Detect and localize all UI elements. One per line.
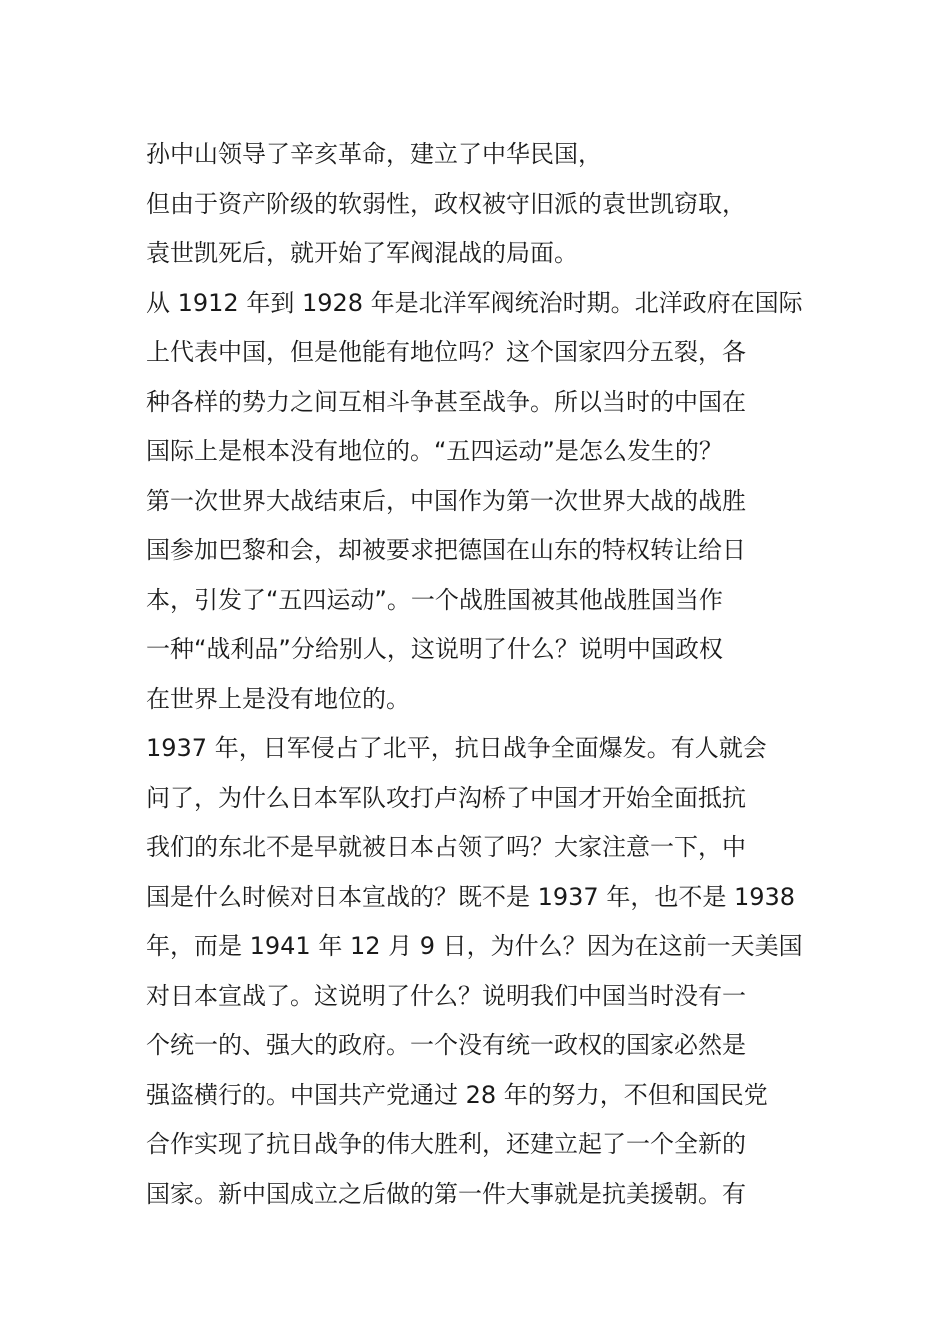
text-line: 合作实现了抗日战争的伟大胜利，还建立起了一个全新的 — [146, 1130, 746, 1158]
text-line: 一种“战利品”分给别人，这说明了什么？说明中国政权 — [146, 635, 723, 663]
text-line: 国家。新中国成立之后做的第一件大事就是抗美援朝。有 — [146, 1179, 746, 1208]
text-line: 年，而是 1941 年 12 月 9 日，为什么？因为在这前一天美国 — [146, 932, 803, 960]
document-body — [146, 130, 826, 1219]
text-line: 袁世凯死后，就开始了军阀混战的局面。 — [146, 239, 578, 267]
text-line: 在世界上是没有地位的。 — [146, 684, 410, 713]
text-line: 我们的东北不是早就被日本占领了吗？大家注意一下，中 — [146, 833, 746, 861]
text-line: 国参加巴黎和会，却被要求把德国在山东的特权转让给日 — [146, 536, 746, 564]
text-line: 上代表中国，但是他能有地位吗？这个国家四分五裂，各 — [146, 338, 746, 366]
text-line: 强盗横行的。中国共产党通过 28 年的努力，不但和国民党 — [146, 1080, 768, 1109]
text-line: 但由于资产阶级的软弱性，政权被守旧派的袁世凯窃取， — [146, 189, 746, 218]
text-line: 孙中山领导了辛亥革命，建立了中华民国， — [146, 140, 602, 168]
text-line: 种各样的势力之间互相斗争甚至战争。所以当时的中国在 — [146, 387, 746, 416]
text-line: 从 1912 年到 1928 年是北洋军阀统治时期。北洋政府在国际 — [146, 288, 803, 317]
text-line: 国是什么时候对日本宣战的？既不是 1937 年，也不是 1938 — [146, 882, 796, 911]
text-line: 个统一的、强大的政府。一个没有统一政权的国家必然是 — [146, 1031, 746, 1059]
text-line: 第一次世界大战结束后，中国作为第一次世界大战的战胜 — [146, 486, 746, 515]
text-line: 问了，为什么日本军队攻打卢沟桥了中国才开始全面抵抗 — [146, 783, 746, 812]
text-line: 1937 年，日军侵占了北平，抗日战争全面爆发。有人就会 — [146, 734, 767, 762]
text-line: 对日本宣战了。这说明了什么？说明我们中国当时没有一 — [146, 981, 746, 1010]
text-line: 本，引发了“五四运动”。一个战胜国被其他战胜国当作 — [146, 585, 723, 614]
text-line: 国际上是根本没有地位的。“五四运动”是怎么发生的？ — [146, 437, 723, 465]
